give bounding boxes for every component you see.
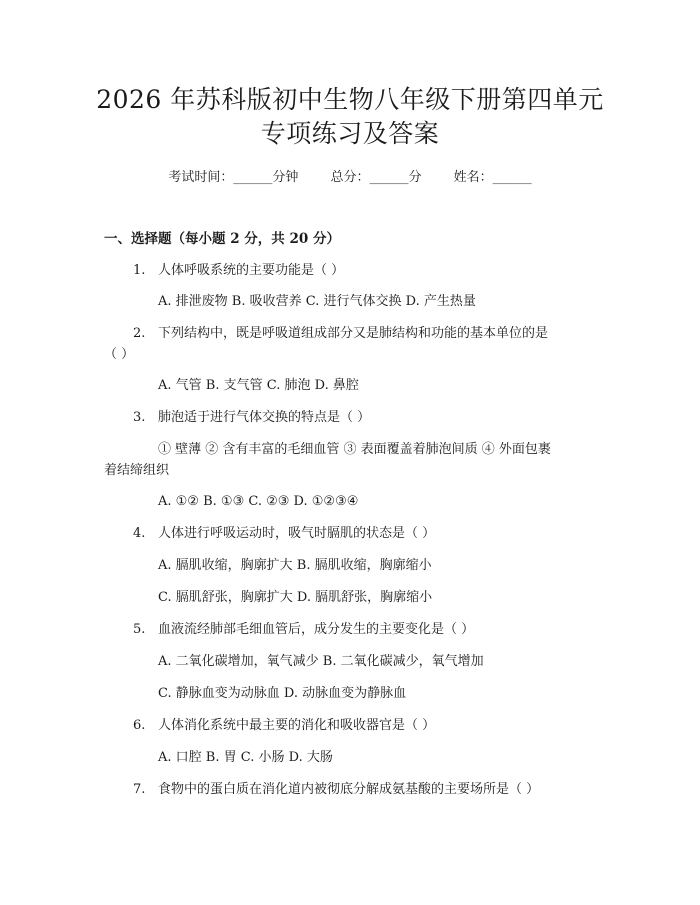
exam-meta [0,168,700,188]
document-title-line-1: 2026 年苏科版初中生物八年级下册第四单元 [96,85,604,114]
stem-line: ① 壁薄 ② 含有丰富的毛细血管 ③ 表面覆盖着肺泡间质 ④ 外面包裹 [158,442,551,457]
document-title-line-2: 专项练习及答案 [260,119,440,148]
question-text: 下列结构中，既是呼吸道组成部分又是肺结构和功能的基本单位的是 [158,326,549,341]
exam-time-field: 考试时间：______分钟 [168,170,299,185]
question-number: 6. [133,718,146,733]
question-text: 肺泡适于进行气体交换的特点是（ ） [158,410,371,425]
question-text: 人体进行呼吸运动时，吸气时膈肌的状态是（ ） [158,526,436,541]
options-line: A. 二氧化碳增加，氧气减少 B. 二氧化碳减少，氧气增加 [158,654,484,669]
question-text: 血液流经肺部毛细血管后，成分发生的主要变化是（ ） [158,622,475,637]
options-line: C. 膈肌舒张，胸廓扩大 D. 膈肌舒张，胸廓缩小 [158,590,433,605]
question-number: 4. [133,526,146,541]
section-heading: 一、选择题（每小题 2 分，共 20 分） [104,231,340,247]
question-number: 2. [133,326,146,341]
options-line: A. 口腔 B. 胃 C. 小肠 D. 大肠 [158,750,333,765]
options-line: A. 膈肌收缩，胸廓扩大 B. 膈肌收缩，胸廓缩小 [158,558,432,573]
options-line: C. 静脉血变为动脉血 D. 动脉血变为静脉血 [158,686,407,701]
question-text: 食物中的蛋白质在消化道内被彻底分解成氨基酸的主要场所是（ ） [158,782,540,797]
question-text-continuation: （ ） [104,347,135,362]
options-line: A. 气管 B. 支气管 C. 肺泡 D. 鼻腔 [158,378,359,393]
question-text: 人体呼吸系统的主要功能是（ ） [158,263,345,278]
question-number: 3. [133,410,146,425]
question-number: 7. [133,782,146,797]
options-line: A. 排泄废物 B. 吸收营养 C. 进行气体交换 D. 产生热量 [158,294,476,309]
question-text: 人体消化系统中最主要的消化和吸收器官是（ ） [158,718,436,733]
question-number: 1. [133,263,146,278]
options-line: A. ①② B. ①③ C. ②③ D. ①②③④ [158,494,359,509]
question-number: 5. [133,622,146,637]
student-name-field: 姓名：______ [453,170,532,185]
stem-line: 着结缔组织 [104,463,170,478]
total-score-field: 总分：______分 [330,170,422,185]
